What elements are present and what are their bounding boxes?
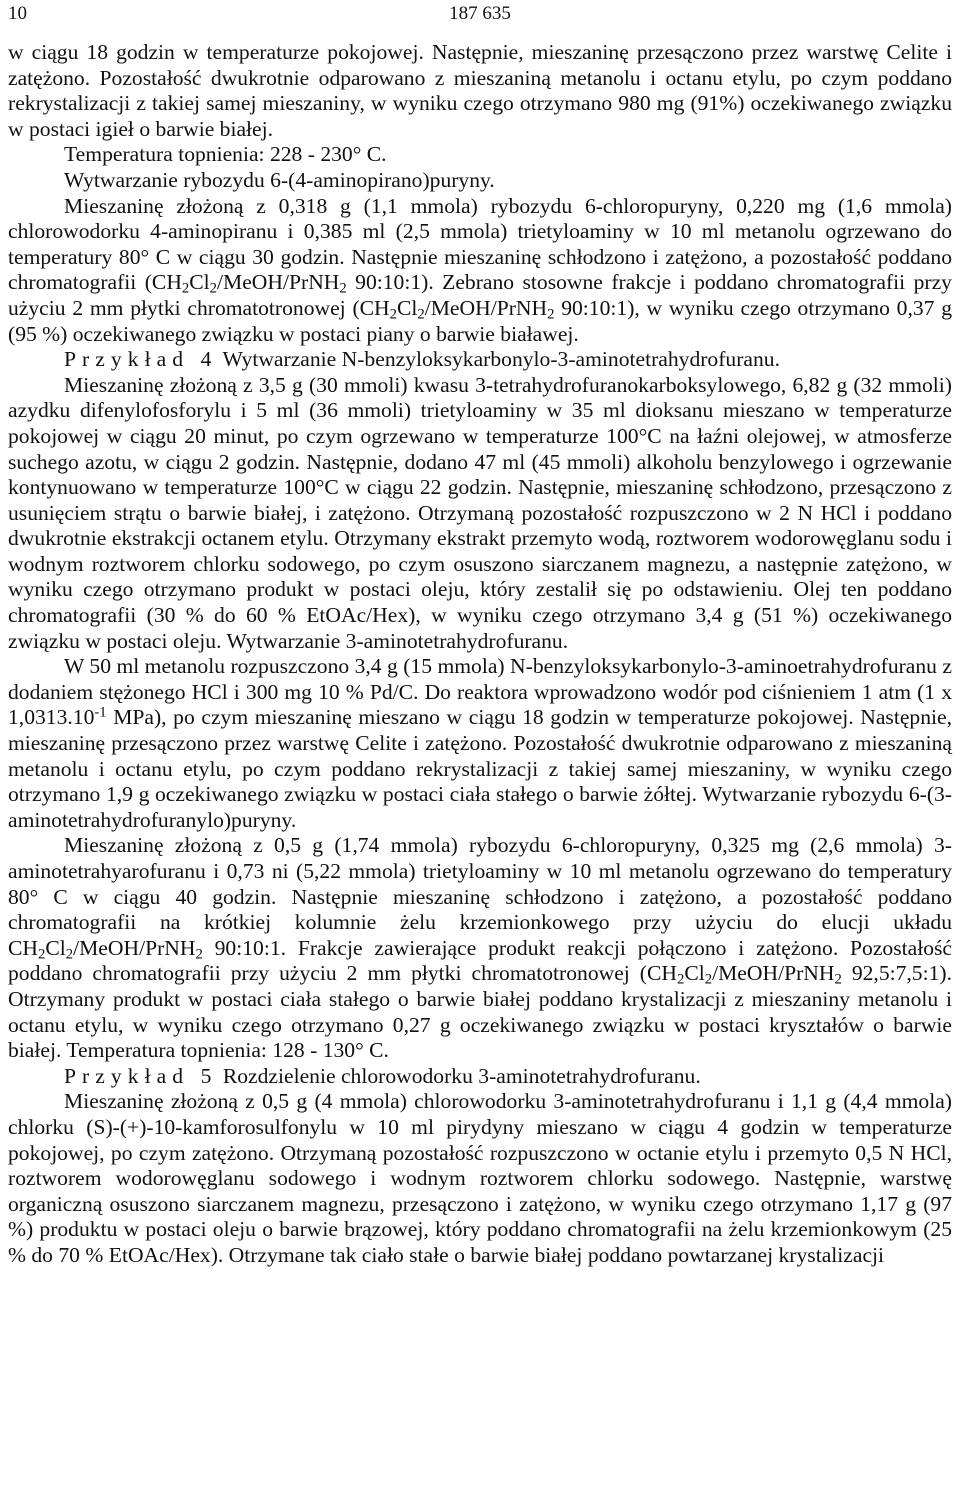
example-heading: Przykład 4 <box>64 347 218 372</box>
paragraph-text: W 50 ml metanolu rozpuszczono 3,4 g (15 mmola) N-benzyloksykarbonylo-3-aminoetrahydrofuranu z dodaniem stężonego HCl i 300 mg 10 % Pd/C. Do reaktora wprowadzono wodór pod ciśnieniem 1 atm (1 x $1,0313.10^{-1}$ MPa), po czym mieszaninę mieszano w ciągu 18 godzin w temperaturze pokojowej. Następnie, mieszaninę przesączono przez warstwę Celite i zatężono. Pozostałość dwukrotnie odparowano z mieszaniną metanolu i octanu etylu, po czym poddano rekrystalizacji z takiej samej mieszaniny, w wyniku czego otrzymano 1,9 g oczekiwanego związku w postaci ciała stałego o barwie żółtej. Wytwarzanie rybozydu 6-(3-aminotetrahydrofuranylo)puryny. <box>8 654 952 832</box>
paragraph-p03 <box>8 168 952 194</box>
paragraph-text: Mieszaninę złożoną z 0,5 g (1,74 mmola) rybozydu 6-chloropuryny, 0,325 mg (2,6 mmola) 3-aminotetrahyarofuranu i 0,73 ni (5,22 mmola) trietyloaminy w 10 ml metanolu ogrzewano do temperatury 80° C w ciągu 40 godzin. Następnie mieszaninę schłodzono i zatężono, a pozostałość poddano chromatografii na krótkiej kolumnie żelu krzemionkowego przy użyciu do elucji układu $CH_2Cl_2/MeOH/PrNH_2$ 90:10:1. Frakcje zawierające produkt reakcji połączono i zatężono. Pozostałość poddano chromatografii przy użyciu 2 mm płytki chromatotronowej ($CH_2Cl_2/MeOH/PrNH_2$ 92,5:7,5:1). Otrzymany produkt w postaci ciała stałego o barwie białej poddano krystalizacji z mieszaniny metanolu i octanu etylu, w wyniku czego otrzymano 0,27 g oczekiwanego związku w postaci kryształów o barwie białej. Temperatura topnienia: 128 - 130° C. <box>8 833 952 1063</box>
paragraph-p05 <box>8 347 952 373</box>
paragraph-text: Mieszaninę złożoną z 0,318 g (1,1 mmola) rybozydu 6-chloropuryny, 0,220 mg (1,6 mmola) chlorowodorku 4-aminopiranu i 0,385 ml (2,5 mmola) trietyloaminy w 10 ml metanolu ogrzewano do temperatury 80° C w ciągu 30 godzin. Następnie mieszaninę schłodzono i zatężono, a pozostałość poddano chromatografii ($CH_2Cl_2/MeOH/PrNH_2$ 90:10:1). Zebrano stosowne frakcje i poddano chromatografii przy użyciu 2 mm płytki chromatotronowej ($CH_2Cl_2/MeOH/PrNH_2$ 90:10:1), w wyniku czego otrzymano 0,37 g (95 %) oczekiwanego związku w postaci piany o barwie białawej. <box>8 193 952 346</box>
paragraph-text: Mieszaninę złożoną z 0,5 g (4 mmola) chlorowodorku 3-aminotetrahydrofuranu i 1,1 g (4,4 mmola) chlorku (S)-(+)-10-kamforosulfonylu w 10 ml pirydyny mieszano w ciągu 4 godzin w temperaturze pokojowej, po czym zatężono. Otrzymaną pozostałość rozpuszczono w octanie etylu i przemyto 0,5 N HCl, roztworem wodorowęglanu sodowego i wodnym roztworem chlorku sodowego. Następnie, warstwę organiczną osuszono siarczanem magnezu, przesączono i zatężono, w wyniku czego otrzymano 1,17 g (97 %) produktu w postaci oleju o barwie brązowej, który poddano chromatografii na żelu krzemionkowym (25 % do 70 % EtOAc/Hex). Otrzymane tak ciało stałe o barwie białej poddano powtarzanej krystalizacji <box>8 1089 952 1267</box>
paragraph-text: Rozdzielenie chlorowodorku 3-aminotetrahydrofuranu. <box>222 1063 701 1088</box>
page-header <box>8 0 952 40</box>
document-page <box>8 0 952 1269</box>
paragraph-p07 <box>8 654 952 833</box>
paragraph-text: Mieszaninę złożoną z 3,5 g (30 mmoli) kwasu 3-tetrahydrofuranokarboksylowego, 6,82 g (32 mmoli) azydku difenylofosforylu i 5 ml (36 mmoli) trietyloaminy w 35 ml dioksanu mieszano w temperaturze pokojowej w ciągu 20 minut, po czym ogrzewano w temperaturze 100°C na łaźni olejowej, w atmosferze suchego azotu, w ciągu 2 godzin. Następnie, dodano 47 ml (45 mmoli) alkoholu benzylowego i ogrzewanie kontynuowano w temperaturze 100°C w ciągu 22 godzin. Następnie, mieszaninę schłodzono, przesączono z usunięciem strątu o barwie białej, i zatężono. Otrzymaną pozostałość rozpuszczono w 2 N HCl i poddano dwukrotnie ekstrakcji octanem etylu. Otrzymany ekstrakt przemyto wodą, roztworem wodorowęglanu sodu i wodnym roztworem chlorku sodowego, po czym osuszono siarczanem magnezu, a następnie zatężono, w wyniku czego otrzymano produkt w postaci oleju, który zestalił się po odstawieniu. Olej ten poddano chromatografii (30 % do 60 % EtOAc/Hex), w wyniku czego otrzymano 3,4 g (51 %) oczekiwanego związku w postaci oleju. Wytwarzanie 3-aminotetrahydrofuranu. <box>8 372 952 653</box>
paragraph-p09 <box>8 1064 952 1090</box>
page-number: 10 <box>8 3 27 24</box>
paragraph-text: Wytwarzanie rybozydu 6-(4-aminopirano)puryny. <box>64 167 495 192</box>
patent-number: 187 635 <box>449 3 511 24</box>
paragraph-p10 <box>8 1089 952 1268</box>
paragraph-text: Temperatura topnienia: 228 - 230° C. <box>64 142 387 167</box>
paragraph-p08 <box>8 833 952 1063</box>
paragraph-p06 <box>8 373 952 655</box>
paragraph-p02 <box>8 142 952 168</box>
paragraph-text: w ciągu 18 godzin w temperaturze pokojowej. Następnie, mieszaninę przesączono przez warstwę Celite i zatężono. Pozostałość dwukrotnie odparowano z mieszaniną metanolu i octanu etylu, po czym poddano rekrystalizacji z takiej samej mieszaniny, w wyniku czego otrzymano 980 mg (91%) oczekiwanego związku w postaci igieł o barwie białej. <box>8 40 952 141</box>
document-body <box>8 40 952 1269</box>
paragraph-text: Wytwarzanie N-benzyloksykarbonylo-3-aminotetrahydrofuranu. <box>222 347 780 372</box>
paragraph-p04 <box>8 194 952 348</box>
example-heading: Przykład 5 <box>64 1063 218 1088</box>
paragraph-p01 <box>8 40 952 142</box>
